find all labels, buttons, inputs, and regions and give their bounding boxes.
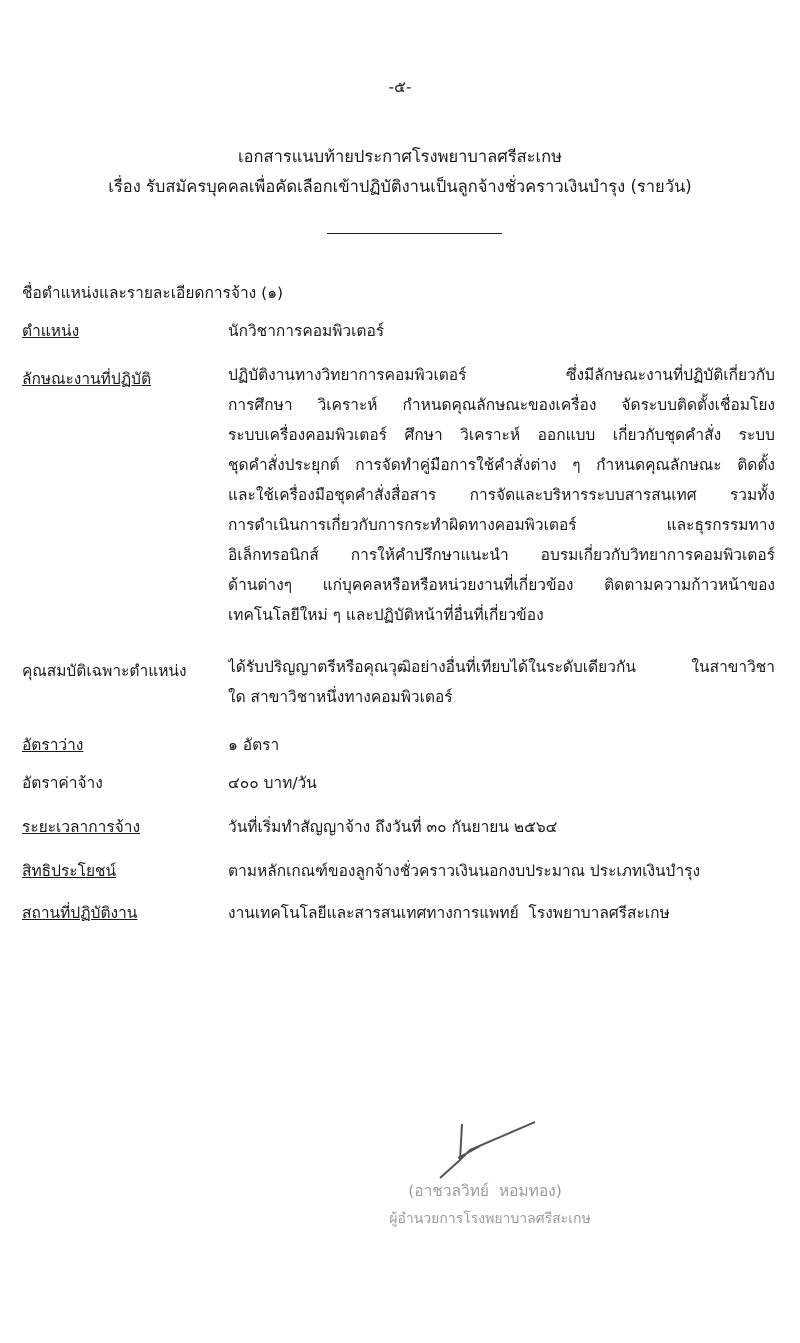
document-subject: เรื่อง รับสมัครบุคคลเพื่อคัดเลือกเข้าปฏิบัติงานเป็นลูกจ้างชั่วคราวเงินบำรุง (รายวัน) xyxy=(108,177,692,196)
signatory-name: (อาชวลวิทย์ หอมทอง) xyxy=(408,1182,562,1200)
workplace-label: สถานที่ปฏิบัติงาน xyxy=(22,904,138,922)
signatory-title: ผู้อำนวยการโรงพยาบาลศรีสะเกษ xyxy=(389,1211,591,1227)
duties-value xyxy=(228,360,775,630)
duties-line: การศึกษา วิเคราะห์ กำหนดคุณลักษณะของเครื่อง จัดระบบติดตั้งเชื่อมโยง xyxy=(228,396,775,414)
wage-label: อัตราค่าจ้าง xyxy=(22,774,103,792)
duties-line: การดำเนินการเกี่ยวกับการกระทำผิดทางคอมพิวเตอร์ และธุรกรรมทาง xyxy=(228,516,775,534)
wage-value: ๔๐๐ บาท/วัน xyxy=(228,774,317,792)
qualification-line: ได้รับปริญญาตรีหรือคุณวุฒิอย่างอื่นที่เทียบได้ในระดับเดียวกัน ในสาขาวิชา xyxy=(228,658,775,676)
duties-line: ปฏิบัติงานทางวิทยาการคอมพิวเตอร์ ซึ่งมีลักษณะงานที่ปฏิบัติเกี่ยวกับ xyxy=(228,366,775,384)
duties-line: เทคโนโลยีใหม่ ๆ และปฏิบัติหน้าที่อื่นที่เกี่ยวข้อง xyxy=(228,606,544,624)
duties-line: ด้านต่างๆ แก่บุคคลหรือหรือหน่วยงานที่เกี่ยวข้อง ติดตามความก้าวหน้าของ xyxy=(228,576,775,594)
duties-label: ลักษณะงานที่ปฏิบัติ xyxy=(22,370,152,388)
duration-label: ระยะเวลาการจ้าง xyxy=(22,818,141,836)
vacancies-label: อัตราว่าง xyxy=(22,736,84,754)
benefits-label: สิทธิประโยชน์ xyxy=(22,862,117,880)
qualification-line: ใด สาขาวิชาหนึ่งทางคอมพิวเตอร์ xyxy=(228,688,453,706)
duration-value: วันที่เริ่มทำสัญญาจ้าง ถึงวันที่ ๓๐ กันยายน ๒๕๖๔ xyxy=(228,818,558,836)
position-label: ตำแหน่ง xyxy=(22,322,80,340)
page-number: -๕- xyxy=(388,78,412,96)
signature-mark xyxy=(430,1120,540,1180)
duties-line: ระบบเครื่องคอมพิวเตอร์ ศึกษา วิเคราะห์ ออกแบบ เกี่ยวกับชุดคำสั่ง ระบบ xyxy=(228,426,775,444)
section-heading: ชื่อตำแหน่งและรายละเอียดการจ้าง (๑) xyxy=(22,284,284,302)
title-divider xyxy=(327,233,502,234)
position-value: นักวิชาการคอมพิวเตอร์ xyxy=(228,322,385,340)
benefits-value: ตามหลักเกณฑ์ของลูกจ้างชั่วคราวเงินนอกงบประมาณ ประเภทเงินบำรุง xyxy=(228,862,701,880)
workplace-value: งานเทคโนโลยีและสารสนเทศทางการแพทย์ โรงพยาบาลศรีสะเกษ xyxy=(228,904,670,922)
duties-line: ชุดคำสั่งประยุกต์ การจัดทำคู่มือการใช้คำสั่งต่าง ๆ กำหนดคุณลักษณะ ติดตั้ง xyxy=(228,456,775,474)
qualification-label: คุณสมบัติเฉพาะตำแหน่ง xyxy=(22,662,187,680)
document-title: เอกสารแนบท้ายประกาศโรงพยาบาลศรีสะเกษ xyxy=(237,147,563,166)
vacancies-value: ๑ อัตรา xyxy=(228,736,280,754)
duties-line: และใช้เครื่องมือชุดคำสั่งสื่อสาร การจัดและบริหารระบบสารสนเทศ รวมทั้ง xyxy=(228,486,775,504)
duties-line: อิเล็กทรอนิกส์ การให้คำปรึกษาแนะนำ อบรมเกี่ยวกับวิทยาการคอมพิวเตอร์ xyxy=(228,546,775,564)
qualification-value xyxy=(228,652,775,712)
